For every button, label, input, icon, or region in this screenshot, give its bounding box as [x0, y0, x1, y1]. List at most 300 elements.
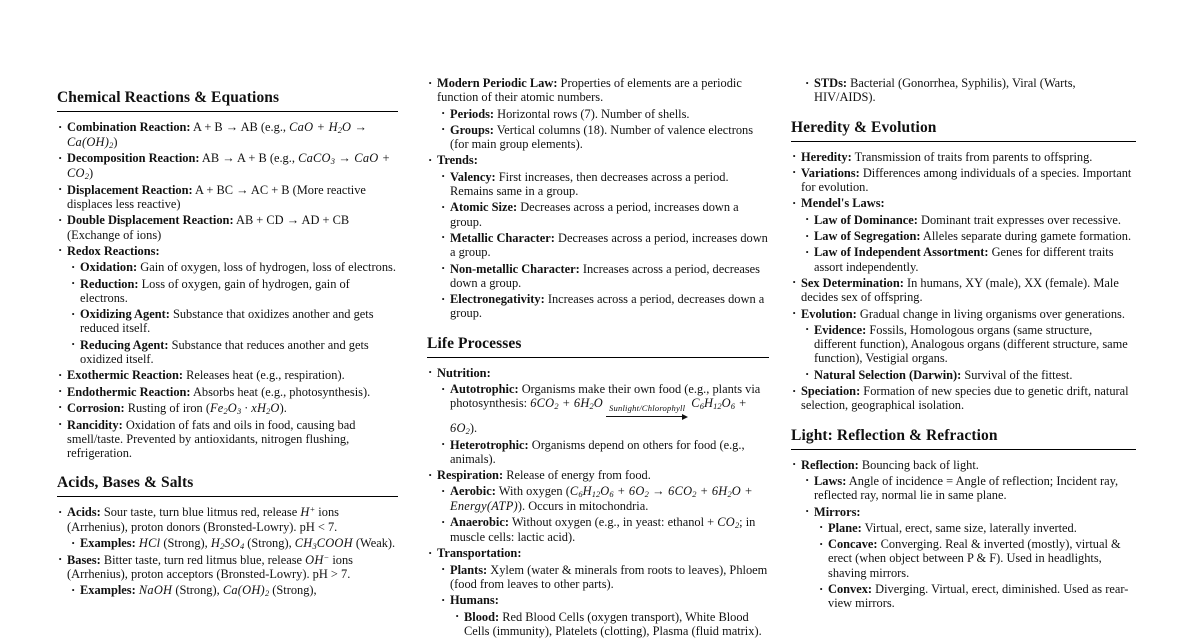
bullet-icon: · [792, 194, 797, 210]
list-item [440, 231, 769, 260]
list-item [804, 213, 1136, 227]
item-text [67, 505, 339, 533]
text-run: Oxidation of fats and oils in food, causing bad smell/taste. Prevented by antioxidants, nitrogen flushing, refrigeration. [67, 417, 356, 461]
text-run: C [691, 396, 700, 411]
text-run: Virtual, erect, same size, laterally inverted. [861, 520, 1077, 535]
bullet-icon: · [58, 181, 63, 197]
list-item [440, 262, 769, 291]
text-run: Organisms depend on others for food (e.g., animals). [450, 437, 745, 466]
bullet-icon: · [58, 366, 63, 382]
text-run: Release of energy from food. [503, 468, 651, 483]
text-run: ions (Arrhenius), proton acceptors (Bronsted-Lowry). pH > 7. [67, 552, 353, 582]
list-item [427, 468, 769, 482]
list-item [57, 183, 398, 212]
list-item [57, 401, 398, 416]
text-run: 6 [730, 401, 736, 412]
term-label: Speciation: [801, 384, 861, 399]
bullet-icon: · [71, 275, 76, 291]
bullet-icon: · [71, 581, 76, 597]
bullet-icon: · [58, 399, 63, 415]
text-run: + [309, 504, 316, 515]
item-text [450, 107, 690, 121]
text-run: 2 [554, 401, 559, 412]
list-item [57, 368, 398, 382]
list-item [57, 151, 398, 180]
bullet-icon: · [792, 382, 797, 398]
text-run: AB → A + B (e.g., [199, 151, 299, 166]
text-run: 2 [84, 171, 89, 182]
text-run: H [300, 505, 310, 520]
term-label: Periods: [450, 106, 495, 121]
text-run: 2 [692, 489, 697, 500]
text-run: H [703, 396, 714, 411]
bullet-icon: · [58, 503, 63, 519]
bullet-icon: · [805, 227, 810, 243]
list-item [57, 553, 398, 582]
bullet-icon: · [441, 561, 446, 577]
list-item [70, 260, 398, 274]
text-run: Gradual change in living organisms over generations. [856, 306, 1125, 321]
text-run: − [323, 551, 330, 562]
notes-column-2 [427, 76, 769, 640]
term-label: Humans: [450, 593, 499, 608]
term-label: Displacement Reaction: [67, 182, 193, 197]
list-item [57, 385, 398, 399]
bullet-icon: · [428, 74, 433, 90]
bullet-icon: · [58, 416, 63, 432]
term-label: Transportation: [437, 546, 522, 561]
item-text [450, 593, 499, 607]
bullet-icon: · [805, 472, 810, 488]
item-text [450, 262, 760, 290]
list-item [57, 505, 398, 534]
list-item [440, 170, 769, 199]
term-label: Reflection: [801, 457, 859, 472]
bullet-icon: · [71, 336, 76, 352]
list-item [427, 366, 769, 380]
item-text [450, 292, 764, 320]
bullet-icon: · [792, 456, 797, 472]
term-label: Rancidity: [67, 417, 123, 432]
term-label: Plants: [450, 562, 488, 577]
list-item [57, 244, 398, 258]
term-label: Non-metallic Character: [450, 261, 580, 276]
text-run: COOH [316, 536, 353, 551]
item-text [450, 484, 753, 513]
text-run: Rusting of iron ( [124, 400, 210, 415]
text-run: 3 [330, 156, 335, 167]
bullet-icon: · [819, 535, 824, 551]
item-text [80, 307, 374, 335]
text-run: Survival of the fittest. [961, 367, 1073, 382]
text-run: Horizontal rows (7). Number of shells. [494, 106, 690, 121]
item-text [437, 153, 478, 167]
text-run: ions (Arrhenius), proton donors (Bronsted-Lowry). pH < 7. [67, 505, 339, 534]
bullet-icon: · [441, 436, 446, 452]
text-run: Increases across a period, decreases down a group. [450, 292, 765, 321]
item-text [67, 151, 390, 180]
notes-column-1 [57, 76, 398, 600]
bullet-icon: · [441, 513, 446, 529]
text-run: 2 [109, 139, 114, 150]
text-run: Organisms make their own food (e.g., plants via photosynthesis: [450, 382, 761, 411]
term-label: STDs: [814, 76, 848, 90]
bullet-icon: · [805, 243, 810, 259]
bullet-icon: · [58, 118, 63, 134]
item-text [67, 244, 160, 258]
item-text [828, 537, 1121, 580]
list-item [440, 382, 769, 435]
bullet-icon: · [428, 544, 433, 560]
section-heading: Light: Reflection & Refraction [791, 426, 1136, 450]
section-heading: Chemical Reactions & Equations [57, 88, 398, 112]
term-label: Reducing Agent: [80, 337, 169, 352]
item-text [450, 438, 745, 466]
term-label: Corrosion: [67, 400, 125, 415]
text-run: O [270, 400, 280, 415]
text-run: O [593, 396, 603, 411]
text-run: Transmission of traits from parents to offspring. [851, 149, 1093, 164]
item-text [464, 610, 762, 638]
item-text [450, 170, 729, 198]
item-text [80, 260, 396, 274]
text-run: (Strong), [172, 583, 223, 598]
text-run: CaCO [298, 151, 331, 166]
text-run: Without oxygen (e.g., in yeast: ethanol + [508, 515, 718, 530]
term-label: Plane: [828, 520, 862, 535]
list-item [440, 123, 769, 152]
bullet-icon: · [71, 534, 76, 550]
term-label: Endothermic Reaction: [67, 384, 191, 399]
item-text [450, 515, 755, 544]
text-run: A + B → AB (e.g., [190, 120, 290, 134]
bullet-icon: · [58, 149, 63, 165]
list-item [791, 307, 1136, 321]
term-label: Nutrition: [437, 365, 491, 380]
bullet-icon: · [819, 519, 824, 535]
term-label: Oxidizing Agent: [80, 307, 170, 322]
term-label: Anaerobic: [450, 515, 509, 530]
item-text [80, 536, 395, 550]
list-item [791, 166, 1136, 195]
text-run: Genes for different traits assort independently. [814, 245, 1114, 274]
text-run: O [227, 400, 237, 415]
term-label: Double Displacement Reaction: [67, 213, 234, 228]
text-run: 12 [591, 489, 601, 500]
term-label: Mendel's Laws: [801, 196, 885, 211]
text-run: ). [279, 400, 287, 415]
item-text [450, 563, 767, 591]
text-run: + 6O [450, 396, 747, 435]
text-run: (Weak). [352, 536, 396, 551]
text-run: 2 [223, 406, 228, 416]
text-run: Releases heat (e.g., respiration). [182, 368, 345, 383]
list-item [57, 213, 398, 242]
text-run: Absorbs heat (e.g., photosynthesis). [190, 384, 371, 399]
bullet-icon: · [805, 366, 810, 382]
term-label: Natural Selection (Darwin): [814, 367, 962, 382]
text-run: Ca(OH) [222, 583, 265, 598]
text-run: Increases across a period, decreases down a group. [450, 261, 760, 290]
item-text [801, 384, 1129, 412]
list-item [427, 546, 769, 560]
term-label: Atomic Size: [450, 200, 518, 215]
item-text [80, 338, 369, 366]
item-text [67, 553, 353, 581]
text-run: ) [88, 166, 94, 181]
item-text [67, 385, 370, 399]
bullet-icon: · [71, 305, 76, 321]
text-run: Dominant trait expresses over recessive. [917, 212, 1121, 227]
bullet-icon: · [441, 105, 446, 121]
list-item [70, 277, 398, 306]
term-label: Acids: [67, 505, 101, 520]
term-label: Decomposition Reaction: [67, 151, 200, 166]
text-run: 2 [727, 489, 732, 500]
bullet-icon: · [805, 321, 810, 337]
item-text [67, 183, 366, 211]
term-label: Law of Independent Assortment: [814, 245, 989, 260]
item-text [450, 200, 739, 228]
term-label: Examples: [80, 583, 136, 598]
text-run: 2 [220, 541, 225, 552]
list-item [804, 229, 1136, 243]
text-run: ) [113, 134, 118, 149]
list-item [804, 323, 1136, 366]
bullet-icon: · [428, 364, 433, 380]
text-run: O [600, 484, 610, 499]
bullet-icon: · [819, 580, 824, 596]
term-label: Bases: [67, 552, 101, 567]
term-label: Exothermic Reaction: [67, 368, 183, 383]
text-run: Bouncing back of light. [858, 457, 979, 472]
list-item [818, 537, 1136, 580]
item-text [814, 245, 1114, 273]
term-label: Groups: [450, 122, 494, 137]
text-run: OH [305, 552, 324, 567]
item-text [814, 76, 1076, 104]
bullet-icon: · [441, 198, 446, 214]
text-run: In humans, XY (male), XX (female). Male decides sex of offspring. [801, 275, 1119, 305]
bullet-icon: · [805, 74, 810, 90]
term-label: Aerobic: [450, 484, 496, 499]
term-label: Oxidation: [80, 260, 138, 275]
term-label: Law of Segregation: [814, 229, 921, 244]
text-run: + 6H [558, 396, 590, 411]
text-run: ). [469, 420, 478, 435]
list-item [440, 515, 769, 544]
section-heading: Heredity & Evolution [791, 118, 1136, 142]
item-text [437, 468, 651, 482]
text-run: ). Occurs in mitochondria. [517, 499, 649, 514]
list-item [804, 474, 1136, 503]
text-run: NaOH [138, 583, 173, 598]
list-item [804, 245, 1136, 274]
text-run: CaO + H [289, 120, 338, 134]
text-run: HCl [138, 536, 161, 551]
text-run: → 6CO [648, 484, 693, 499]
bullet-icon: · [792, 148, 797, 164]
item-text [80, 583, 317, 597]
text-run: SO [224, 536, 240, 551]
item-text [801, 196, 885, 210]
item-text [814, 323, 1128, 366]
text-run: C [569, 484, 579, 499]
item-text [67, 213, 349, 241]
list-item [427, 76, 769, 105]
text-run: Differences among individuals of a species. Important for evolution. [801, 165, 1132, 195]
item-text [450, 382, 760, 435]
labeled-reaction-arrow-icon: Sunlight/Chlorophyll [606, 404, 688, 421]
text-run: (Strong), [244, 536, 295, 551]
list-item [440, 107, 769, 121]
item-text [801, 166, 1131, 194]
text-run: 2 [589, 401, 594, 412]
term-label: Reduction: [80, 276, 139, 291]
text-run: 6 [609, 489, 614, 500]
list-item [818, 582, 1136, 611]
text-run: A + BC → AC + B (More reactive displaces less reactive) [67, 182, 366, 212]
text-run: Diverging. Virtual, erect, diminished. Used as rear-view mirrors. [828, 582, 1129, 611]
bullet-icon: · [71, 258, 76, 274]
term-label: Convex: [828, 582, 873, 597]
term-label: Laws: [814, 473, 847, 488]
text-run: Gain of oxygen, loss of hydrogen, loss of electrons. [137, 260, 396, 275]
list-item [791, 458, 1136, 472]
text-run: O + Energy(ATP) [450, 484, 753, 514]
bullet-icon: · [792, 305, 797, 321]
list-item [70, 583, 398, 598]
item-text [67, 418, 355, 461]
term-label: Sex Determination: [801, 275, 904, 290]
bullet-icon: · [805, 503, 810, 519]
item-text [801, 307, 1125, 321]
term-label: Valency: [450, 169, 496, 184]
list-item [804, 505, 1136, 519]
bullet-icon: · [455, 608, 460, 624]
item-text [814, 474, 1118, 502]
text-run: 2 [337, 125, 343, 136]
list-item [70, 307, 398, 336]
notes-column-3 [791, 76, 1136, 613]
list-item [440, 484, 769, 513]
item-text [801, 276, 1119, 304]
bullet-icon: · [58, 211, 63, 227]
text-run: Converging. Real & inverted (mostly), virtual & erect (when object between P & F). Used in headlights, shaving mirrors. [828, 537, 1121, 580]
text-run: Loss of oxygen, gain of hydrogen, gain of electrons. [80, 276, 350, 305]
term-label: Redox Reactions: [67, 243, 160, 258]
item-text [814, 505, 861, 519]
text-run: Red Blood Cells (oxygen transport), White Blood Cells (immunity), Platelets (clotting), Plasma (fluid matrix). [464, 609, 762, 638]
bullet-icon: · [441, 380, 446, 396]
term-label: Modern Periodic Law: [437, 76, 558, 90]
bullet-icon: · [441, 121, 446, 137]
term-label: Evidence: [814, 322, 867, 337]
text-run: 2 [264, 588, 270, 599]
item-text [801, 150, 1092, 164]
text-run: 3 [312, 541, 317, 552]
term-label: Electronegativity: [450, 292, 545, 307]
item-text [450, 123, 753, 151]
text-run: O → Ca(OH) [67, 120, 368, 149]
text-run: (Strong), [160, 536, 211, 551]
term-label: Heterotrophic: [450, 437, 529, 452]
text-run: Formation of new species due to genetic drift, natural selection, geographical isolation. [801, 384, 1129, 413]
text-run: (Strong), [269, 583, 317, 598]
bullet-icon: · [792, 274, 797, 290]
text-run: Angle of incidence = Angle of reflection; Incident ray, reflected ray, normal lie in same plane. [814, 473, 1119, 503]
bullet-icon: · [441, 260, 446, 276]
text-run: With oxygen ( [495, 484, 570, 499]
term-label: Autotrophic: [450, 382, 519, 397]
list-item [440, 563, 769, 592]
text-run: 6 [578, 489, 583, 500]
list-item [791, 196, 1136, 210]
item-text [437, 546, 521, 560]
text-run: Properties of elements are a periodic function of their atomic numbers. [437, 76, 742, 105]
item-text [80, 277, 350, 305]
bullet-icon: · [428, 151, 433, 167]
section-heading: Acids, Bases & Salts [57, 473, 398, 497]
bullet-icon: · [441, 290, 446, 306]
list-item [791, 150, 1136, 164]
text-run: Decreases across a period, increases down a group. [450, 230, 768, 260]
list-item [454, 610, 769, 639]
text-run: Bitter taste, turn red litmus blue, release [100, 552, 306, 567]
term-label: Law of Dominance: [814, 212, 918, 227]
text-run: Sour taste, turn blue litmus red, release [100, 505, 301, 520]
list-item [427, 153, 769, 167]
bullet-icon: · [428, 466, 433, 482]
text-run: Fossils, Homologous organs (same structure, different function), Analogous organs (different structure, same function), Vestigial organs. [814, 322, 1128, 366]
bullet-icon: · [58, 383, 63, 399]
item-text [828, 582, 1128, 610]
bullet-icon: · [805, 211, 810, 227]
text-run: Substance that oxidizes another and gets reduced itself. [80, 307, 374, 336]
list-item [440, 292, 769, 321]
item-text [67, 401, 287, 415]
bullet-icon: · [441, 591, 446, 607]
list-item [57, 120, 398, 149]
text-run: Substance that reduces another and gets oxidized itself. [80, 337, 369, 367]
term-label: Mirrors: [814, 504, 861, 519]
text-run: First increases, then decreases across a period. Remains same in a group. [450, 169, 729, 199]
item-text [801, 458, 979, 472]
list-item [440, 593, 769, 607]
text-run: Bacterial (Gonorrhea, Syphilis), Viral (Warts, HIV/AIDS). [814, 76, 1076, 105]
list-item [804, 368, 1136, 382]
text-run: CH [294, 536, 313, 551]
term-label: Evolution: [801, 306, 857, 321]
item-text [437, 76, 742, 104]
bullet-icon: · [441, 229, 446, 245]
term-label: Trends: [437, 153, 478, 168]
item-text [814, 368, 1072, 382]
bullet-icon: · [441, 482, 446, 498]
text-run: 6CO [530, 396, 555, 411]
text-run: O [721, 396, 731, 411]
list-item [70, 338, 398, 367]
term-label: Examples: [80, 536, 136, 551]
text-run: H [210, 536, 221, 551]
list-item [440, 200, 769, 229]
list-item [818, 521, 1136, 535]
term-label: Metallic Character: [450, 230, 555, 245]
item-text [814, 229, 1131, 243]
section-heading: Life Processes [427, 334, 769, 358]
text-run: Fe [209, 400, 224, 415]
term-label: Heredity: [801, 149, 852, 164]
